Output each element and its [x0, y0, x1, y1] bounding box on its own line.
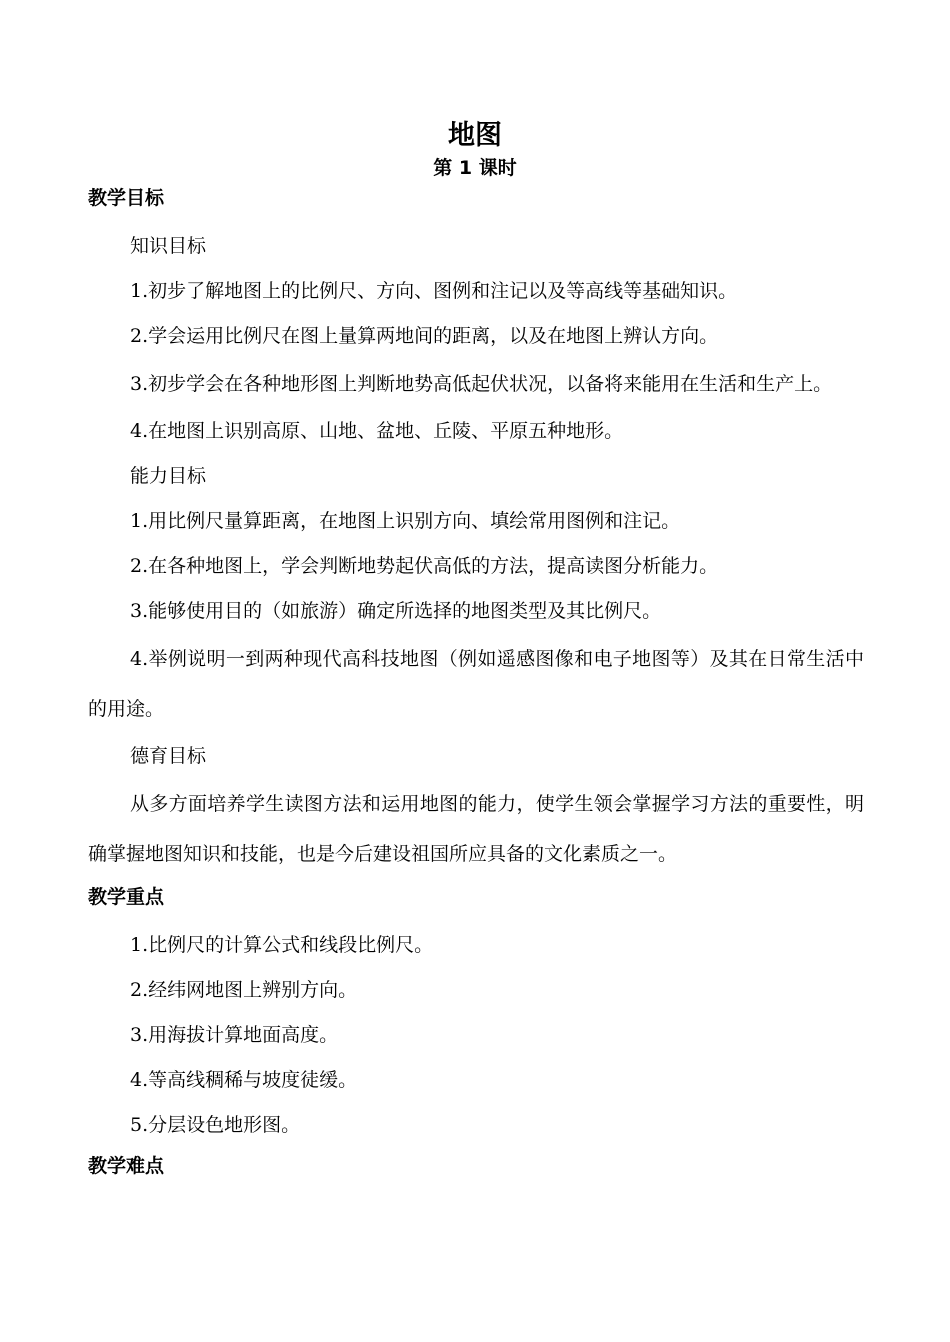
focus-item: 3.用海拔计算地面高度。 [130, 1024, 339, 1046]
document-subtitle: 第 1 课时 [433, 157, 517, 179]
section-heading-teaching-focus: 教学重点 [88, 886, 165, 908]
ability-goals-label: 能力目标 [130, 465, 207, 487]
knowledge-goals-label: 知识目标 [130, 235, 207, 257]
ability-item: 3.能够使用目的（如旅游）确定所选择的地图类型及其比例尺。 [130, 600, 662, 622]
document-body [88, 180, 864, 1192]
focus-item: 5.分层设色地形图。 [130, 1114, 301, 1136]
section-heading-teaching-difficulty: 教学难点 [88, 1155, 165, 1177]
knowledge-item: 3.初步学会在各种地形图上判断地势高低起伏状况，以备将来能用在生活和生产上。 [130, 373, 833, 395]
moral-goals-label: 德育目标 [130, 745, 207, 767]
ability-item: 4.举例说明一到两种现代高科技地图（例如遥感图像和电子地图等）及其在日常生活中的用途。 [88, 648, 864, 720]
knowledge-item: 1.初步了解地图上的比例尺、方向、图例和注记以及等高线等基础知识。 [130, 280, 738, 302]
moral-goals-text: 从多方面培养学生读图方法和运用地图的能力，使学生领会掌握学习方法的重要性，明确掌握地图知识和技能，也是今后建设祖国所应具备的文化素质之一。 [88, 793, 864, 865]
section-heading-teaching-goals: 教学目标 [88, 187, 165, 209]
focus-item: 1.比例尺的计算公式和线段比例尺。 [130, 934, 434, 956]
knowledge-item: 4.在地图上识别高原、山地、盆地、丘陵、平原五种地形。 [130, 420, 624, 442]
ability-item: 2.在各种地图上，学会判断地势起伏高低的方法，提高读图分析能力。 [130, 555, 719, 577]
knowledge-item: 2.学会运用比例尺在图上量算两地间的距离，以及在地图上辨认方向。 [130, 325, 719, 347]
focus-item: 2.经纬网地图上辨别方向。 [130, 979, 358, 1001]
focus-item: 4.等高线稠稀与坡度徒缓。 [130, 1069, 358, 1091]
document-title: 地图 [448, 120, 502, 151]
ability-item: 1.用比例尺量算距离，在地图上识别方向、填绘常用图例和注记。 [130, 510, 681, 532]
